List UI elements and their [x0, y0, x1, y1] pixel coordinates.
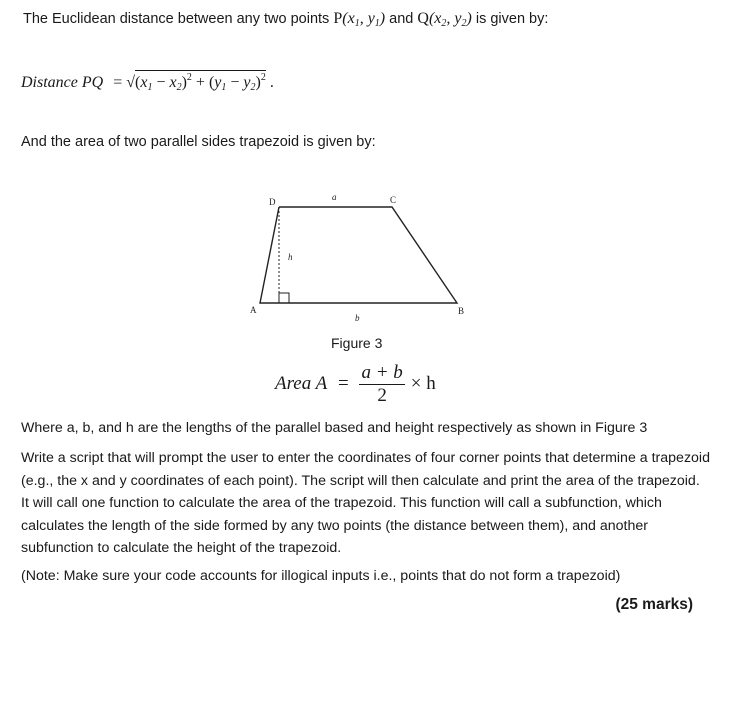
intro-line: [23, 10, 548, 29]
label-b: B: [458, 306, 465, 316]
area-formula: [275, 362, 436, 407]
area-label: Area A: [275, 372, 328, 394]
sqrt-radicand: $(x_1 - x_2)^2 + (y_1 - y_2)^2$: [135, 72, 266, 93]
trapezoid-figure: [246, 190, 476, 330]
area-denominator: 2: [377, 385, 387, 406]
label-top-a: a: [332, 192, 337, 202]
point-q: $Q(x_2$, $y_2$): [417, 10, 472, 29]
distance-equals: =: [113, 74, 123, 91]
right-angle-marker: [279, 293, 289, 303]
distance-formula: Distance PQ = $√(x_1 - x_2)^2 + (y_1 - y_2)^2$ .: [21, 72, 274, 93]
label-height-h: h: [288, 252, 293, 262]
area-numerator: a + b: [361, 362, 403, 383]
point-p: $P(x_1$, $y_1$): [333, 10, 386, 29]
label-d: D: [269, 197, 276, 207]
intro-and: and: [385, 11, 418, 27]
task-paragraph: Write a script that will prompt the user to enter the coordinates of four corner points that determine a trapezoid (e.g., the x and y coordinates of each point). The script will then calculate and print the area of the trapezoid. It will call one function to calculate the area of the trapezoid. This function will call a subfunction, which calculates the length of the side formed by any two points (the distance between them), and another subfunction to calculate the height of the trapezoid.: [21, 450, 710, 557]
figure-caption: Figure 3: [331, 335, 383, 351]
label-a: A: [250, 305, 257, 315]
note-paragraph: (Note: Make sure your code accounts for illogical inputs i.e., points that do not form a trapezoid): [21, 568, 621, 584]
area-times-h: × h: [410, 372, 436, 394]
label-bottom-b: b: [355, 313, 360, 323]
area-equals: =: [338, 372, 349, 394]
where-paragraph: Where a, b, and h are the lengths of the parallel based and height respectively as shown in Figure 3: [21, 420, 648, 436]
intro-is-given: is given by:: [471, 11, 549, 27]
label-c: C: [390, 195, 397, 205]
area-fraction: [359, 362, 404, 407]
distance-label: Distance PQ: [21, 74, 104, 91]
marks-label: (25 marks): [615, 596, 693, 613]
sqrt-sign: √: [126, 74, 136, 91]
trapezoid-intro: And the area of two parallel sides trapezoid is given by:: [21, 134, 376, 150]
intro-text: The Euclidean distance between any two points: [23, 11, 334, 27]
